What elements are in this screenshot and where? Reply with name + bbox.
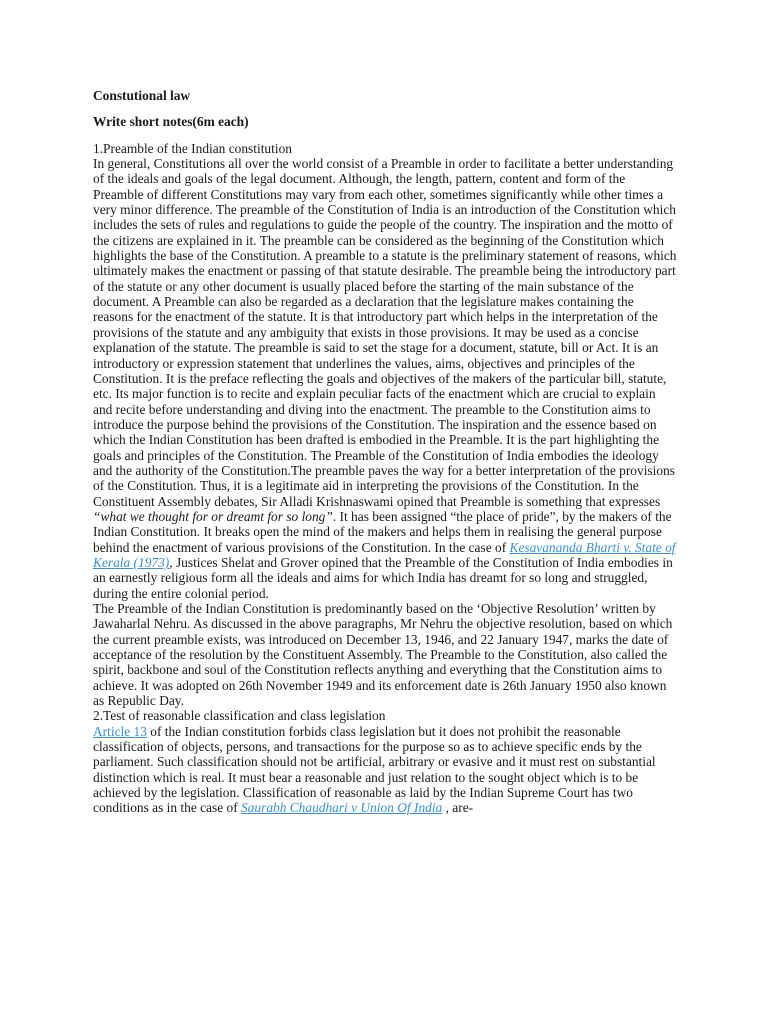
document-subtitle: Write short notes(6m each) [93, 114, 249, 130]
case-link-saurabh[interactable]: Saurabh Chaudhari v Union Of India [241, 800, 443, 816]
quote-text: “what we thought for or dreamt for so long” [93, 508, 333, 524]
case-link-kesavananda[interactable]: Kesavananda Bharti v. State of Kerala (1973) [93, 539, 676, 570]
paragraph-preamble [93, 156, 677, 601]
paragraph-text: In general, Constitutions all over the world consist of a Preamble in order to facilitate a better understanding of the ideals and goals of the legal document. Although, the length, pattern, content and form of the Preamble of different Constitutions may vary from each other, sometimes significantly while other times a very minor difference. The preamble of the Constitution of India is an introduction of the Constitution which includes the sets of rules and regulations to guide the people of the country. The inspiration and the motto of the citizens are explained in it. The preamble can be considered as the beginning of the Constitution which highlights the base of the Constitution. A preamble to a statute is the preliminary statement of reasons, which ultimately makes the enactment or passing of that statute desirable. The preamble being the introductory part of the statute or any other document is usually placed before the starting of the main substance of the document. A Preamble can also be regarded as a declaration that the legislature makes containing the reasons for the enactment of the statute. It is that introductory part which helps in the interpretation of the provisions of the statute and any ambiguity that exists in those provisions. It may be used as a concise explanation of the statute. The preamble is said to set the stage for a document, statute, bill or Act. It is an introductory or expression statement that underlines the values, aims, objectives and principles of the Constitution. It is the preface reflecting the goals and objectives of the makers of the particular bill, statute, etc. Its major function is to recite and explain peculiar facts of the enactment which are crucial to explain and recite before understanding and diving into the enactment. The preamble to the Constitution aims to introduce the purpose behind the provisions of the Constitution. The inspiration and the essence based on which the Indian Constitution has been drafted is embodied in the Preamble. It is the part highlighting the goals and principles of the Constitution. The Preamble of the Constitution of India embodies the ideology and the authority of the Constitution.The preamble paves the way for a better interpretation of the provisions of the Constitution. Thus, it is a legitimate aid in interpreting the provisions of the Constitution. In the Constituent Assembly debates, Sir Alladi Krishnaswami opined that Preamble is something that expresses [93, 156, 677, 509]
paragraph-text: of the Indian constitution forbids class legislation but it does not prohibit the reasonable classification of objects, persons, and transactions for the purpose so as to achieve specific ends by the parliament. Such classification should not be artificial, arbitrary or evasive and it must rest on substantial distinction which is real. It must bear a reasonable and just relation to the sought object which is to be achieved by the legislation. Classification of reasonable as laid by the Indian Supreme Court has two conditions as in the case of [93, 723, 656, 816]
paragraph-classification [93, 724, 677, 816]
paragraph-objective-resolution: The Preamble of the Indian Constitution is predominantly based on the ‘Objective Resolution’ written by Jawaharlal Nehru. As discussed in the above paragraphs, Mr Nehru the objective resolution, based on which the current preamble exists, was introduced on December 13, 1946, and 22 January 1947, marks the date of acceptance of the resolution by the Constituent Assembly. The Preamble to the Constitution, also called the spirit, backbone and soul of the Constitution reflects anything and everything that the Constitution aims to achieve. It was adopted on 26th November 1949 and its enforcement date is 26th January 1950 also known as Republic Day. [93, 601, 673, 709]
article-13-link[interactable]: Article 13 [93, 723, 147, 739]
paragraph-text: . It has been assigned “the place of pride”, by the makers of the Indian Constitution. It breaks open the mind of the makers and helps them in realising the general purpose behind the enactment of various provisions of the Constitution. In the case of [93, 508, 672, 555]
section-1-heading: 1.Preamble of the Indian constitution [93, 140, 292, 156]
section-2-heading: 2.Test of reasonable classification and class legislation [93, 708, 386, 724]
paragraph-text: , are- [442, 800, 474, 816]
paragraph-text: , Justices Shelat and Grover opined that the Preamble of the Constitution of India embodies in an earnestly religious form all the ideals and aims for which India has dreamt for so long and struggled, during the entire colonial period. [93, 554, 673, 601]
document-page [93, 86, 677, 816]
document-title: Constutional law [93, 88, 191, 103]
